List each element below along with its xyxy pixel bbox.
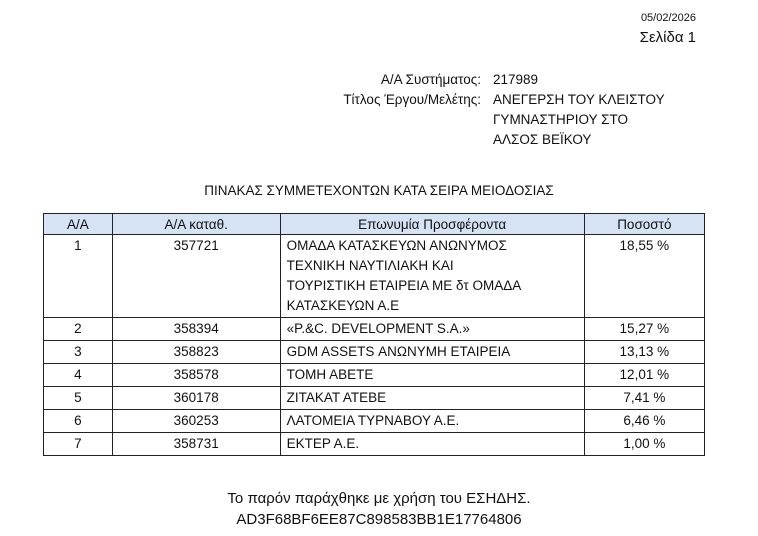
project-title-row [0, 90, 758, 150]
cell-aa: 1 [44, 235, 113, 318]
system-id-row [0, 70, 758, 90]
table-title: ΠΙΝΑΚΑΣ ΣΥΜΜΕΤΕΧΟΝΤΩΝ ΚΑΤΑ ΣΕΙΡΑ ΜΕΙΟΔΟΣΙΑΣ [204, 183, 554, 198]
column-header-bidder-name: Επωνυμία Προσφέροντα [280, 214, 584, 235]
bidder-name-line: ΟΜΑΔΑ ΚΑΤΑΣΚΕΥΩΝ ΑΝΩΝΥΜΟΣ [286, 238, 507, 253]
cell-percentage: 6,46 % [584, 410, 704, 433]
cell-aa: 3 [44, 341, 113, 364]
cell-percentage: 7,41 % [584, 387, 704, 410]
cell-bidder-name [280, 235, 584, 318]
table-row [44, 387, 705, 410]
column-header-percentage: Ποσοστό [584, 214, 704, 235]
table-row [44, 433, 705, 456]
table-row [44, 318, 705, 341]
cell-bidder-name: GDM ASSETS ΑΝΩΝΥΜΗ ΕΤΑΙΡΕΙΑ [280, 341, 584, 364]
table-row [44, 341, 705, 364]
cell-registration: 358823 [112, 341, 280, 364]
cell-percentage: 13,13 % [584, 341, 704, 364]
table-row [44, 235, 705, 318]
cell-bidder-name: ΛΑΤΟΜΕΙΑ ΤΥΡΝΑΒΟΥ Α.Ε. [280, 410, 584, 433]
cell-registration: 360253 [112, 410, 280, 433]
cell-aa: 6 [44, 410, 113, 433]
system-id-label: Α/Α Συστήματος: [380, 72, 481, 87]
project-title-line: ΑΝΕΓΕΡΣΗ ΤΟΥ ΚΛΕΙΣΤΟΥ [493, 92, 665, 107]
bidder-name-line: ΤΟΥΡΙΣΤΙΚΗ ΕΤΑΙΡΕΙΑ ΜΕ δτ ΟΜΑΔΑ [286, 278, 522, 293]
footer [0, 488, 758, 530]
project-title-line: ΑΛΣΟΣ ΒΕΪΚΟΥ [493, 132, 592, 147]
cell-aa: 5 [44, 387, 113, 410]
table-header-row [44, 214, 705, 235]
bidder-name-line: ΤΕΧΝΙΚΗ ΝΑΥΤΙΛΙΑΚΗ ΚΑΙ [286, 258, 454, 273]
cell-aa: 7 [44, 433, 113, 456]
cell-percentage: 15,27 % [584, 318, 704, 341]
table-row [44, 410, 705, 433]
cell-percentage: 12,01 % [584, 364, 704, 387]
cell-registration: 360178 [112, 387, 280, 410]
project-title-label: Τίτλος Έργου/Μελέτης: [343, 92, 481, 107]
project-meta [0, 70, 758, 150]
page-number: Σελίδα 1 [639, 29, 696, 46]
column-header-aa: Α/Α [44, 214, 113, 235]
cell-bidder-name: ΖΙΤΑΚΑΤ ΑΤΕΒΕ [280, 387, 584, 410]
bidder-name-line: ΚΑΤΑΣΚΕΥΩΝ Α.Ε [286, 298, 400, 313]
table-row [44, 364, 705, 387]
system-id-value: 217989 [493, 72, 539, 87]
cell-registration: 358731 [112, 433, 280, 456]
document-date: 05/02/2026 [640, 12, 696, 24]
cell-bidder-name: «P.&C. DEVELOPMENT S.A.» [280, 318, 584, 341]
cell-percentage: 18,55 % [584, 235, 704, 318]
cell-bidder-name: ΕΚΤΕΡ Α.Ε. [280, 433, 584, 456]
column-header-registration: Α/Α καταθ. [112, 214, 280, 235]
cell-registration: 357721 [112, 235, 280, 318]
cell-aa: 2 [44, 318, 113, 341]
cell-registration: 358394 [112, 318, 280, 341]
project-title-line: ΓΥΜΝΑΣΤΗΡΙΟΥ ΣΤΟ [493, 112, 628, 127]
project-title-value [493, 90, 698, 150]
footer-hash: AD3F68BF6EE87C898583BB1E17764806 [236, 511, 522, 528]
cell-percentage: 1,00 % [584, 433, 704, 456]
cell-bidder-name: ΤΟΜΗ ΑΒΕΤΕ [280, 364, 584, 387]
cell-registration: 358578 [112, 364, 280, 387]
footer-note: Το παρόν παράχθηκε με χρήση του ΕΣΗΔΗΣ. [227, 490, 531, 507]
bidders-table [43, 213, 705, 456]
cell-aa: 4 [44, 364, 113, 387]
